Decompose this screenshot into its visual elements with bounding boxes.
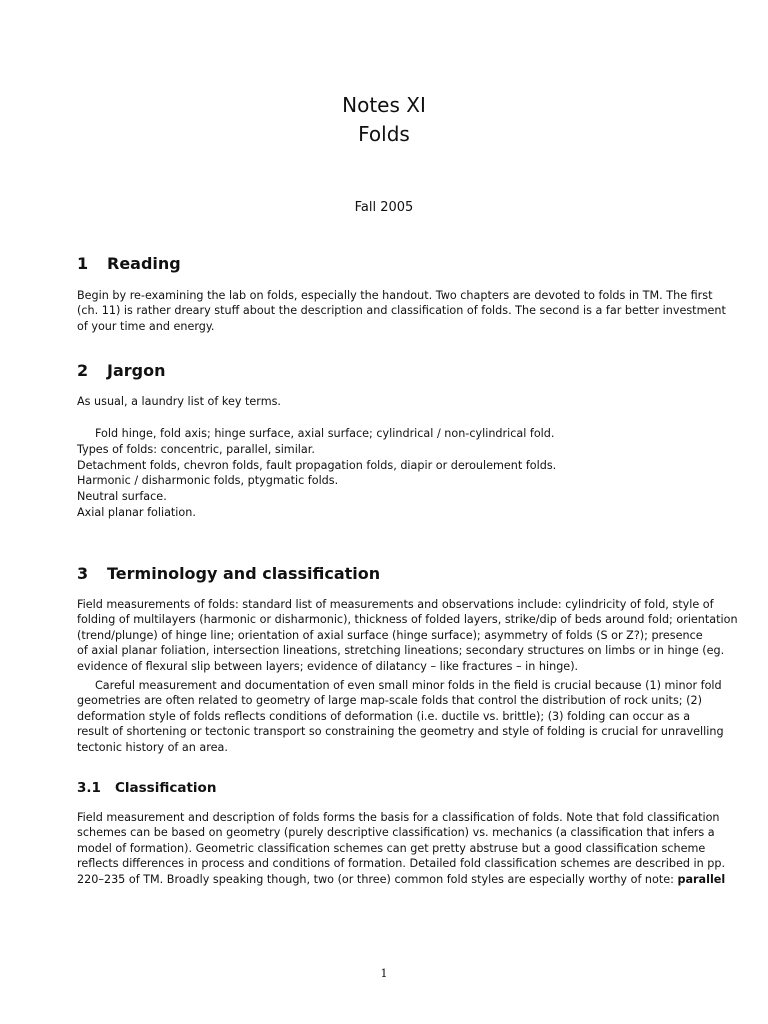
section-heading-jargon: [77, 360, 165, 382]
paragraph-line: Field measurements of folds: standard list of measurements and observations include: cylindricity of fold, style of: [77, 598, 714, 611]
subsection-heading-classification: [77, 778, 216, 798]
paragraph-line-with-bold: [77, 872, 726, 887]
paragraph-line: schemes can be based on geometry (purely descriptive classification) vs. mechanics (a classification that infers a: [77, 826, 715, 840]
section-title: Jargon: [107, 361, 166, 380]
paragraph-line: Begin by re-examining the lab on folds, especially the handout. Two chapters are devoted to folds in TM. The first: [77, 289, 713, 302]
section-number: 3: [77, 564, 89, 583]
paragraph-line: folding of multilayers (harmonic or disharmonic), thickness of folded layers, strike/dip of beds around fold; orientation: [77, 613, 738, 627]
paragraph-line: of your time and energy.: [77, 319, 215, 333]
bold-term-parallel: parallel: [677, 872, 726, 886]
paragraph-line: reflects differences in process and conditions of formation. Detailed fold classification schemes are described in pp.: [77, 857, 726, 871]
paragraph-line-text: 220–235 of TM. Broadly speaking though, two (or three) common fold styles are especially worthy of note:: [77, 872, 674, 886]
jargon-term: Axial planar foliation.: [77, 505, 196, 519]
section-heading-reading: [77, 253, 181, 275]
section-title: Terminology and classification: [107, 564, 381, 583]
subsection-title: Classification: [115, 780, 217, 796]
paragraph-line: (ch. 11) is rather dreary stuff about the description and classification of folds. The second is a far better investment: [77, 304, 726, 318]
jargon-term: Detachment folds, chevron folds, fault propagation folds, diapir or deroulement folds.: [77, 458, 557, 472]
paragraph-line: Field measurement and description of folds forms the basis for a classification of folds. Note that fold classification: [77, 811, 720, 824]
paragraph-line: (trend/plunge) of hinge line; orientation of axial surface (hinge surface); asymmetry of folds (S or Z?); presence: [77, 628, 703, 642]
jargon-term-list: [77, 426, 556, 521]
reading-paragraph: [77, 288, 726, 334]
paragraph-line: geometries are often related to geometry of large map-scale folds that control the distribution of rock units; (2): [77, 694, 702, 708]
jargon-term: Types of folds: concentric, parallel, similar.: [77, 442, 315, 456]
document-title-line1: Notes XI: [342, 93, 426, 117]
document-title-line2: Folds: [358, 122, 410, 146]
paragraph-line: of axial planar foliation, intersection lineations, stretching lineations; secondary structures on limbs or in hinge (eg.: [77, 644, 725, 658]
jargon-term: Harmonic / disharmonic folds, ptygmatic folds.: [77, 474, 339, 488]
paragraph-line: deformation style of folds reflects conditions of deformation (i.e. ductile vs. brittle); (3) folding can occur as a: [77, 709, 691, 723]
paragraph-line: Careful measurement and documentation of even small minor folds in the field is crucial because (1) minor fold: [95, 679, 722, 692]
paragraph-line: model of formation). Geometric classification schemes can get pretty abstruse but a good classification scheme: [77, 841, 706, 855]
terminology-paragraph-2: [77, 678, 724, 755]
section-title: Reading: [107, 254, 181, 273]
section-number: 1: [77, 254, 89, 273]
section-heading-terminology: [77, 563, 380, 585]
paragraph-line: evidence of flexural slip between layers; evidence of dilatancy – like fractures – in hinge).: [77, 659, 579, 673]
jargon-term: Neutral surface.: [77, 490, 167, 504]
section-number: 2: [77, 361, 89, 380]
classification-paragraph: [77, 810, 726, 887]
jargon-intro: As usual, a laundry list of key terms.: [77, 395, 281, 408]
jargon-term: Fold hinge, fold axis; hinge surface, axial surface; cylindrical / non-cylindrical fold.: [95, 427, 555, 440]
paragraph-line: tectonic history of an area.: [77, 740, 228, 754]
page-number: 1: [380, 967, 388, 980]
document-date: Fall 2005: [354, 200, 414, 215]
terminology-paragraph-1: [77, 597, 738, 674]
subsection-number: 3.1: [77, 780, 101, 796]
paragraph-line: result of shortening or tectonic transport so constraining the geometry and style of folding is crucial for unravelling: [77, 725, 724, 739]
